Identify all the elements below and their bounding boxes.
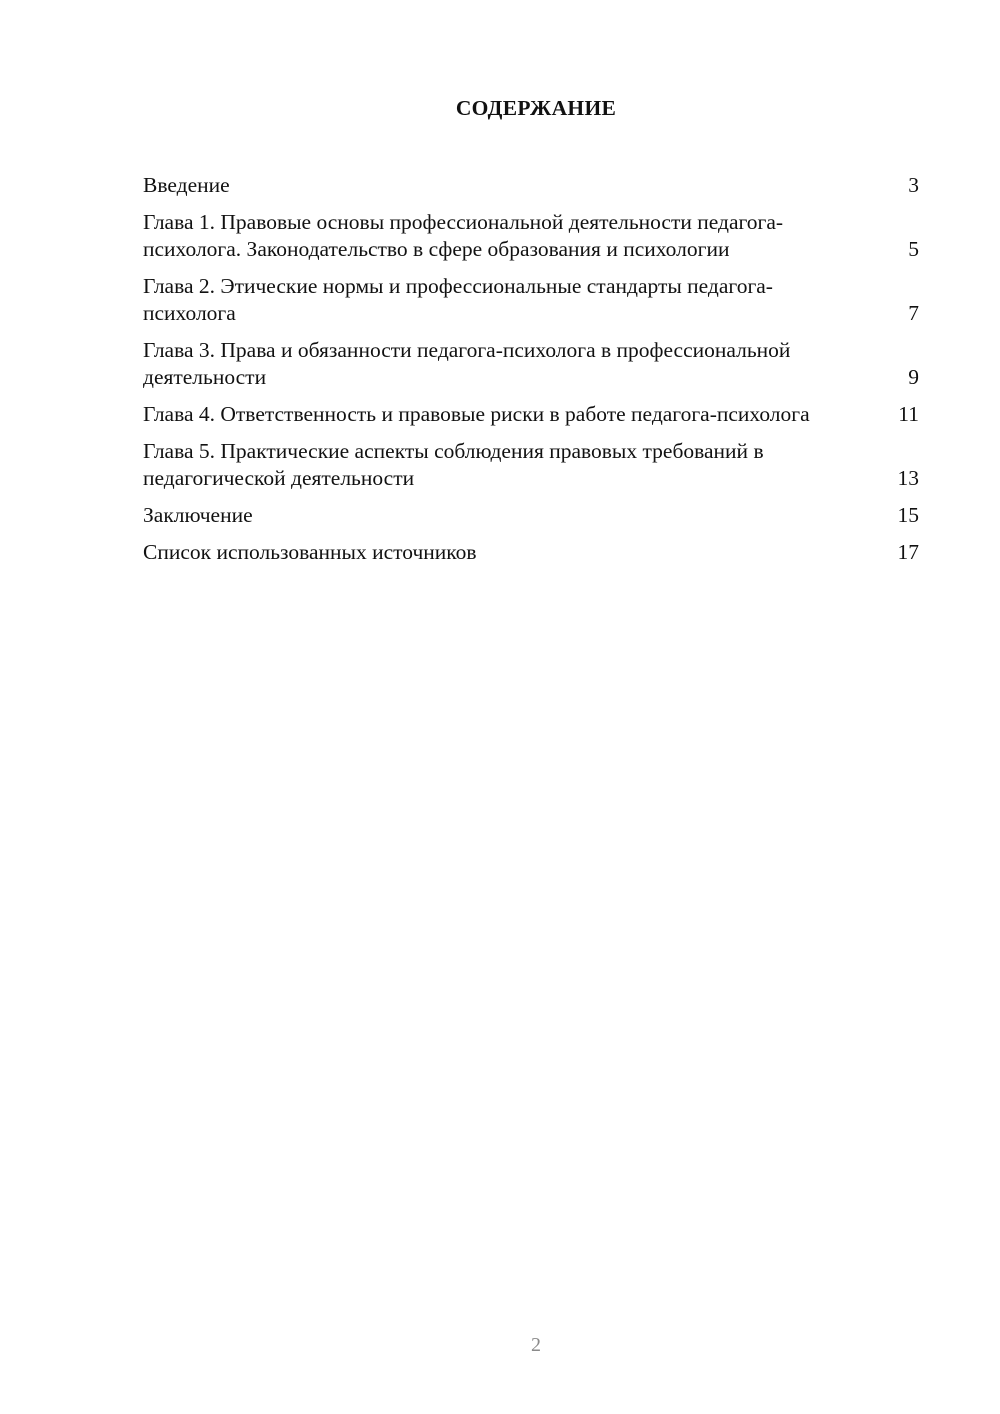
toc-entry-title: Глава 1. Правовые основы профессиональной деятельности педагога-психолога. Законодательство в сфере образования и психологии xyxy=(143,210,784,261)
toc-entry-page: 17 xyxy=(897,540,919,564)
toc-entry-page: 5 xyxy=(908,237,919,261)
toc-entry-chapter-1 xyxy=(143,209,919,263)
toc-entry-page: 13 xyxy=(897,466,919,490)
page-title: СОДЕРЖАНИЕ xyxy=(455,96,617,120)
toc-entry-title: Глава 5. Практические аспекты соблюдения правовых требований в педагогической деятельности xyxy=(143,439,764,490)
toc-entry-title: Список использованных источников xyxy=(143,540,477,564)
toc-entry-title: Заключение xyxy=(143,503,253,527)
toc-entry-title: Глава 2. Этические нормы и профессиональные стандарты педагога-психолога xyxy=(143,274,773,325)
toc-entry-title: Глава 3. Права и обязанности педагога-психолога в профессиональной деятельности xyxy=(143,338,791,389)
toc-entry-chapter-2 xyxy=(143,273,919,327)
toc-entry-chapter-5 xyxy=(143,438,919,492)
toc-entry-title: Введение xyxy=(143,173,230,197)
toc-entry-chapter-4 xyxy=(143,401,919,428)
toc-entry-title: Глава 4. Ответственность и правовые риски в работе педагога-психолога xyxy=(143,402,810,426)
toc-entry-page: 9 xyxy=(908,365,919,389)
page-number: 2 xyxy=(531,1334,541,1356)
table-of-contents xyxy=(143,172,919,576)
toc-entry-page: 7 xyxy=(908,301,919,325)
toc-entry-page: 11 xyxy=(898,402,919,426)
toc-entry-introduction xyxy=(143,172,919,199)
toc-entry-chapter-3 xyxy=(143,337,919,391)
toc-entry-conclusion xyxy=(143,502,919,529)
toc-entry-page: 3 xyxy=(908,173,919,197)
toc-entry-page: 15 xyxy=(897,503,919,527)
toc-entry-references xyxy=(143,539,919,566)
